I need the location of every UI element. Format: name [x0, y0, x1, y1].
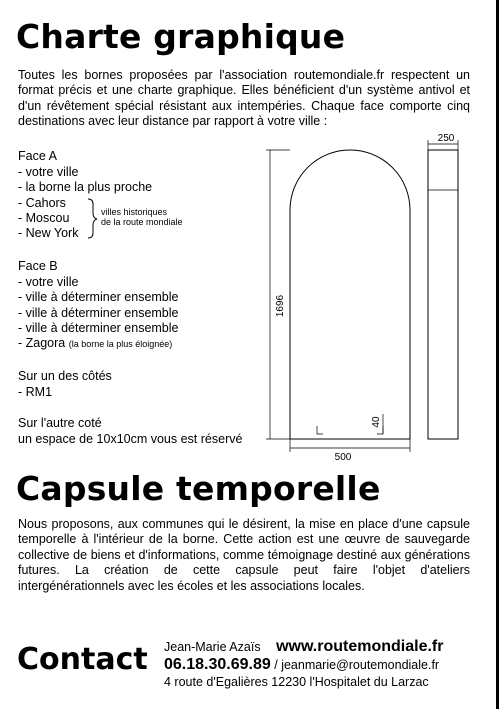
height-label: 1696 — [275, 294, 286, 318]
base-height-label: 40 — [371, 416, 382, 428]
side-1-heading: Sur un des côtés — [18, 369, 112, 383]
contact-title: Contact — [17, 642, 148, 677]
list-item: - Moscou — [18, 210, 70, 225]
base-mark-left — [317, 426, 323, 434]
list-item: - New York — [18, 226, 79, 241]
list-item: - la borne la plus proche — [18, 180, 153, 195]
capsule-text: Nous proposons, aux communes qui le désirent, la mise en place d'une capsule temporelle à l'intérieur de la borne. Cette action est une œuvre de sauvegarde collective de biens et d'informations, comme témoignage destiné aux générations futures. La création de cette capsule peut faire l'objet d'ateliers intergénérationnels avec les écoles et les associations locales. — [18, 517, 470, 593]
list-item: - Cahors — [18, 195, 66, 210]
contact-address: 4 route d'Egalières 12230 l'Hospitalet du Larzac — [164, 675, 429, 689]
side-2-heading: Sur l'autre coté — [18, 416, 102, 430]
list-item: - votre ville — [18, 275, 79, 290]
face-b-heading: Face B — [18, 259, 58, 273]
contact-name: Jean-Marie Azaïs — [164, 640, 261, 654]
borne-side-outline — [428, 150, 458, 439]
zagora-label: - Zagora — [18, 336, 66, 351]
side-2-item: un espace de 10x10cm vous est réservé — [18, 432, 243, 447]
borne-front-outline — [290, 150, 410, 439]
charte-intro: Toutes les bornes proposées par l'association routemondiale.fr respectent un format précis et une charte graphique. Elles bénéficient d'un système antivol et d'un révêtement spécial résistant aux intempéries. Chaque face comporte cinq destinations avec leur distance par rapport à votre ville : — [18, 68, 470, 129]
historic-note-line2: de la route mondiale — [101, 217, 183, 227]
list-item: - ville à déterminer ensemble — [18, 305, 179, 320]
depth-label: 250 — [437, 133, 455, 144]
website-link[interactable]: www.routemondiale.fr — [276, 638, 444, 655]
list-item: - ville à déterminer ensemble — [18, 290, 179, 305]
zagora-note: (la borne la plus éloignée) — [68, 339, 173, 350]
side-1-item: - RM1 — [18, 385, 53, 400]
contact-separator: / — [270, 658, 282, 672]
contact-details — [164, 638, 443, 691]
email-link[interactable]: jeanmarie@routemondiale.fr — [281, 658, 440, 672]
contact-line-2 — [164, 656, 443, 674]
contact-line-1 — [164, 638, 443, 656]
list-item: - ville à déterminer ensemble — [18, 320, 179, 335]
curly-brace-icon — [88, 199, 97, 238]
historic-note-line1: villes historiques — [101, 207, 168, 217]
phone-number[interactable]: 06.18.30.69.89 — [164, 656, 271, 673]
width-label: 500 — [334, 452, 352, 463]
capsule-title: Capsule temporelle — [16, 469, 381, 508]
list-item: - votre ville — [18, 165, 79, 180]
charte-title: Charte graphique — [16, 17, 346, 56]
face-a-heading: Face A — [18, 149, 57, 163]
